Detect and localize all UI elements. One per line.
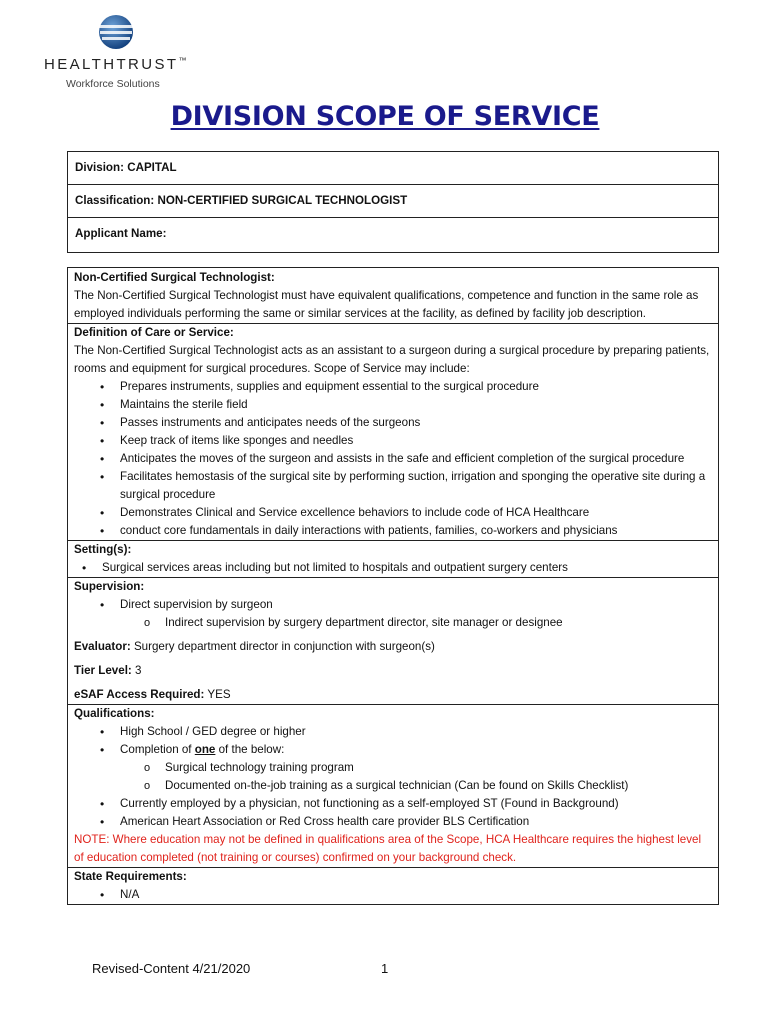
settings-section bbox=[68, 541, 718, 578]
list-item: • Prepares instruments, supplies and equipment essential to the surgical procedure bbox=[74, 378, 712, 396]
division-label: Division: bbox=[75, 161, 124, 174]
logo-subtitle: Workforce Solutions bbox=[66, 78, 160, 90]
supervision-section bbox=[68, 578, 718, 705]
settings-list bbox=[56, 559, 712, 577]
definition-list bbox=[74, 378, 712, 540]
scope-box bbox=[67, 267, 719, 905]
list-item: • conduct core fundamentals in daily interactions with patients, families, co-workers and physicians bbox=[74, 522, 712, 540]
esaf-label: eSAF Access Required: bbox=[74, 688, 205, 701]
esaf-value: YES bbox=[207, 688, 231, 701]
tier-line bbox=[74, 662, 712, 680]
supervision-sublist bbox=[74, 614, 712, 632]
state-list bbox=[74, 886, 712, 904]
division-row bbox=[68, 152, 718, 185]
role-section bbox=[68, 268, 718, 324]
list-item: • Direct supervision by surgeon bbox=[74, 596, 712, 614]
qualifications-list-2 bbox=[74, 795, 712, 831]
tier-value: 3 bbox=[135, 664, 142, 677]
page-number: 1 bbox=[381, 961, 389, 976]
list-item: • Anticipates the moves of the surgeon and assists in the safe and efficient completion of the surgical procedure bbox=[74, 450, 712, 468]
qualifications-section bbox=[68, 705, 718, 868]
classification-row bbox=[68, 185, 718, 218]
list-item: • Currently employed by a physician, not functioning as a self-employed ST (Found in Background) bbox=[74, 795, 712, 813]
revised-date: Revised-Content 4/21/2020 bbox=[92, 961, 251, 976]
education-note: NOTE: Where education may not be defined in qualifications area of the Scope, HCA Healthcare requires the highest level of education completed (not training or courses) confirmed on your background check. bbox=[74, 833, 702, 864]
classification-value: NON-CERTIFIED SURGICAL TECHNOLOGIST bbox=[157, 194, 408, 207]
esaf-line bbox=[74, 686, 712, 704]
evaluator-value: Surgery department director in conjunction with surgeon(s) bbox=[133, 640, 435, 653]
qualifications-heading: Qualifications: bbox=[74, 707, 155, 720]
supervision-list bbox=[74, 596, 712, 614]
healthtrust-logo bbox=[44, 12, 204, 94]
classification-label: Classification: bbox=[75, 194, 155, 207]
role-heading: Non-Certified Surgical Technologist: bbox=[74, 271, 275, 284]
header-box bbox=[67, 151, 719, 253]
applicant-row bbox=[68, 218, 718, 252]
definition-text: The Non-Certified Surgical Technologist acts as an assistant to a surgeon during a surgical procedure by preparing patients, rooms and equipment for surgical procedures. Scope of Service may include: bbox=[74, 344, 710, 375]
list-item: o Surgical technology training program bbox=[74, 759, 712, 777]
settings-heading: Setting(s): bbox=[74, 543, 132, 556]
page-title: DIVISION SCOPE OF SERVICE bbox=[170, 101, 600, 132]
list-item: • Keep track of items like sponges and needles bbox=[74, 432, 712, 450]
list-item: • Maintains the sterile field bbox=[74, 396, 712, 414]
list-item: • American Heart Association or Red Cross health care provider BLS Certification bbox=[74, 813, 712, 831]
list-item: o Indirect supervision by surgery department director, site manager or designee bbox=[74, 614, 712, 632]
list-item: • High School / GED degree or higher bbox=[74, 723, 712, 741]
role-text: The Non-Certified Surgical Technologist must have equivalent qualifications, competence and function in the same role as employed individuals performing the same or similar services at the facility, as defined by facility job description. bbox=[74, 289, 699, 320]
evaluator-label: Evaluator: bbox=[74, 640, 131, 653]
division-value: CAPITAL bbox=[127, 161, 177, 174]
qualifications-list bbox=[74, 723, 712, 759]
definition-heading: Definition of Care or Service: bbox=[74, 326, 234, 339]
list-item: • Surgical services areas including but not limited to hospitals and outpatient surgery centers bbox=[56, 559, 712, 577]
logo-wordmark: HEALTHTRUST™ bbox=[44, 56, 189, 73]
definition-section bbox=[68, 324, 718, 541]
tier-label: Tier Level: bbox=[74, 664, 132, 677]
list-item: • Demonstrates Clinical and Service excellence behaviors to include code of HCA Healthcare bbox=[74, 504, 712, 522]
state-section bbox=[68, 868, 718, 904]
globe-icon bbox=[98, 14, 134, 50]
applicant-label: Applicant Name: bbox=[75, 227, 167, 240]
list-item: • N/A bbox=[74, 886, 712, 904]
list-item: • Completion of one of the below: bbox=[74, 741, 712, 759]
list-item: • Passes instruments and anticipates needs of the surgeons bbox=[74, 414, 712, 432]
state-heading: State Requirements: bbox=[74, 870, 187, 883]
supervision-heading: Supervision: bbox=[74, 580, 145, 593]
qualifications-sublist bbox=[74, 759, 712, 795]
list-item: o Documented on-the-job training as a surgical technician (Can be found on Skills Checklist) bbox=[74, 777, 712, 795]
list-item: • Facilitates hemostasis of the surgical site by performing suction, irrigation and sponging the operative site during a surgical procedure bbox=[74, 468, 712, 504]
evaluator-line bbox=[74, 638, 712, 656]
